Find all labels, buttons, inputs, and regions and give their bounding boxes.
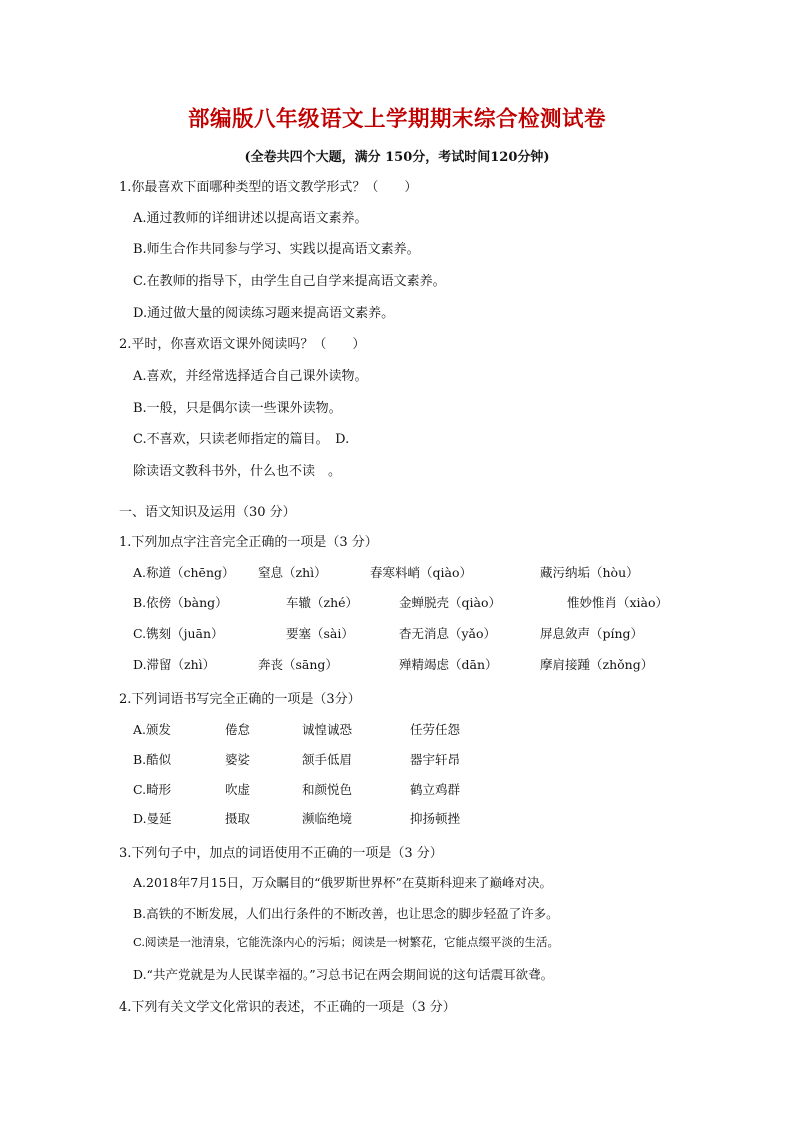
- q2-c-2: 吹虚: [225, 782, 251, 797]
- q2-b-4: 器宇轩昂: [410, 752, 461, 767]
- q3-option-c: C.阅读是一池清泉，它能洗涤内心的污垢；阅读是一树繁花，它能点缀平淡的生活。: [133, 935, 560, 949]
- q1-a-4: 藏污纳垢（hòu）: [540, 565, 639, 580]
- survey-q2-option-b: B.一般，只是偶尔读一些课外读物。: [133, 401, 342, 416]
- q2-d-3: 濒临绝境: [302, 811, 353, 826]
- survey-q2-option-c: C.不喜欢，只读老师指定的篇目。 D.: [133, 432, 350, 447]
- q2-a-1: A.颁发: [133, 722, 172, 737]
- q1-c-3: 杳无消息（yǎo）: [399, 626, 497, 641]
- q1-d-4: 摩肩接踵（zhǒng）: [540, 657, 654, 672]
- q3-option-b: B.高铁的不断发展，人们出行条件的不断改善，也让思念的脚步轻盈了许多。: [133, 906, 559, 921]
- q2-b-3: 颔手低眉: [302, 752, 353, 767]
- q1-c-2: 要塞（sài）: [286, 626, 354, 641]
- section-heading: 一、语文知识及运用（30 分）: [119, 505, 296, 520]
- q1-b-2: 车辙（zhé）: [286, 595, 359, 610]
- q1-d-3: 殚精竭虑（dān）: [399, 657, 498, 672]
- q1-a-2: 窒息（zhì）: [258, 565, 327, 580]
- q1-b-3: 金蝉脱壳（qiào）: [399, 595, 501, 610]
- q1-a-1: A.称道（chēng）: [133, 565, 235, 580]
- survey-q2-option-d: 除读语文教科书外，什么也不读 。: [133, 464, 342, 479]
- q1-b-1: B.依傍（bàng）: [133, 595, 228, 610]
- q2-a-3: 诚惶诚恐: [302, 722, 353, 737]
- survey-q1-option-a: A.通过教师的详细讲述以提高语文素养。: [133, 211, 368, 226]
- q2-stem: 2.下列词语书写完全正确的一项是（3分）: [119, 692, 361, 707]
- q1-d-1: D.滞留（zhì）: [133, 657, 216, 672]
- q1-c-4: 屏息敛声（píng）: [540, 626, 644, 641]
- page-subtitle: (全卷共四个大题，满分 150分，考试时间120分钟): [244, 150, 550, 165]
- q2-a-4: 任劳任怨: [410, 722, 461, 737]
- q2-d-2: 摄取: [225, 811, 251, 826]
- q2-b-1: B.酷似: [133, 752, 172, 767]
- q1-c-1: C.镌刻（juān）: [133, 626, 224, 641]
- q3-stem: 3.下列句子中，加点的词语使用不正确的一项是（3 分）: [119, 846, 443, 861]
- q1-d-2: 奔丧（sāng）: [258, 657, 338, 672]
- survey-q1-option-c: C.在教师的指导下，由学生自己自学来提高语文素养。: [133, 274, 446, 289]
- q2-d-4: 抑扬顿挫: [410, 811, 461, 826]
- survey-q1-option-d: D.通过做大量的阅读练习题来提高语文素养。: [133, 306, 395, 321]
- survey-q1-stem: 1.你最喜欢下面哪种类型的语文教学形式？（ ）: [119, 180, 418, 195]
- q2-b-2: 婆娑: [225, 752, 251, 767]
- page-title: 部编版八年级语文上学期期末综合检测试卷: [187, 107, 606, 132]
- survey-q1-option-b: B.师生合作共同参与学习、实践以提高语文素养。: [133, 242, 420, 257]
- q2-c-3: 和颜悦色: [302, 782, 353, 797]
- q3-option-d: D.“共产党就是为人民谋幸福的。”习总书记在两会期间说的这句话震耳欲聋。: [133, 967, 554, 982]
- survey-q2-stem: 2.平时，你喜欢语文课外阅读吗？（ ）: [119, 337, 366, 352]
- q2-c-4: 鹤立鸡群: [410, 782, 461, 797]
- q3-option-a: A.2018年7月15日，万众瞩目的“俄罗斯世界杯”在莫斯科迎来了巅峰对决。: [133, 875, 552, 890]
- q4-stem: 4.下列有关文学文化常识的表述，不正确的一项是（3 分）: [119, 1000, 456, 1015]
- q2-a-2: 倦怠: [225, 722, 251, 737]
- q2-d-1: D.曼延: [133, 811, 172, 826]
- q1-stem: 1.下列加点字注音完全正确的一项是（3 分）: [119, 535, 378, 550]
- q1-a-3: 春寒料峭（qiào）: [370, 565, 472, 580]
- q1-b-4: 惟妙惟肖（xiào）: [567, 595, 669, 610]
- survey-q2-option-a: A.喜欢，并经常选择适合自己课外读物。: [133, 369, 368, 384]
- q2-c-1: C.畸形: [133, 782, 172, 797]
